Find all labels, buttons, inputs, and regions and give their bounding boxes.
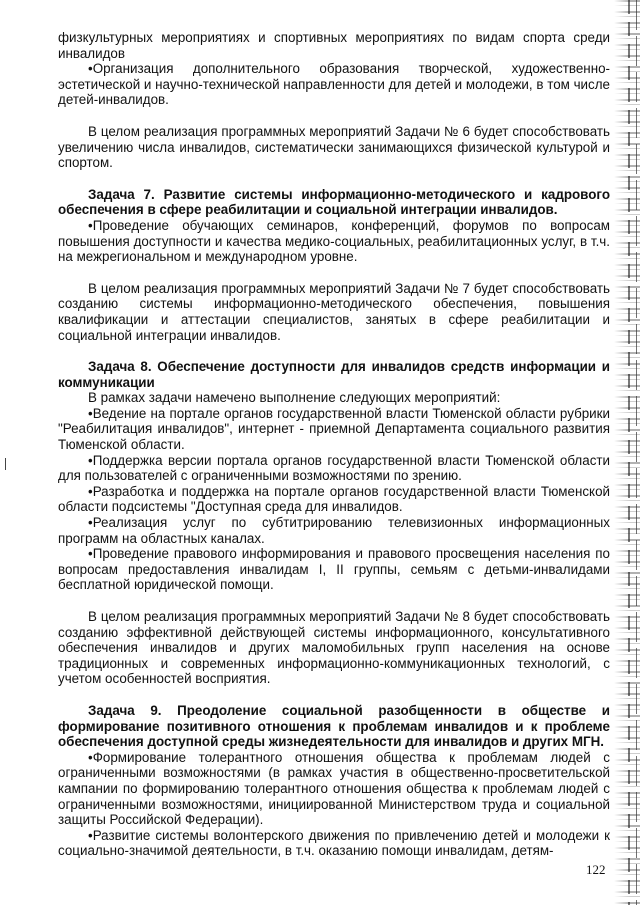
paragraph: •Организация дополнительного образования творческой, художественно-эстетической и научно-технической направленности для детей и молодежи, в том числе детей-инвалидов. bbox=[58, 61, 610, 108]
scan-line-artifact-2 bbox=[636, 0, 637, 905]
paragraph: •Разработка и поддержка на портале органов государственной власти Тюменской области подсистемы "Доступная среда для инвалидов. bbox=[58, 483, 610, 515]
paragraph-gap bbox=[58, 687, 610, 703]
document-page bbox=[58, 30, 610, 859]
scan-mark bbox=[5, 458, 6, 470]
paragraph-gap bbox=[58, 343, 610, 359]
paragraph: •Проведение правового информирования и правового просвещения населения по вопросам предоставления инвалидам I, II группы, семьям с детьми-инвалидами бесплатной юридической помощи. bbox=[58, 546, 610, 593]
task-heading: Задача 7. Развитие системы информационно-методического и кадрового обеспечения в сфере реабилитации и социальной интеграции инвалидов. bbox=[58, 186, 610, 218]
paragraph: В целом реализация программных мероприятий Задачи № 6 будет способствовать увеличению числа инвалидов, систематически занимающихся физической культурой и спортом. bbox=[58, 123, 610, 171]
paragraph: физкультурных мероприятиях и спортивных мероприятиях по видам спорта среди инвалидов bbox=[58, 30, 610, 61]
paragraph: В целом реализация программных мероприятий Задачи № 7 будет способствовать созданию системы информационно-методического обеспечения, повышения квалификации и аттестации специалистов, занятых в сфере реабилитации и социальной интеграции инвалидов. bbox=[58, 280, 610, 343]
paragraph: В целом реализация программных мероприятий Задачи № 8 будет способствовать созданию эффективной действующей системы информационного, консультативного обеспечения инвалидов и других маломобильных групп населения на основе традиционных и современных информационно-коммуникационных технологий, с учетом особенностей восприятия. bbox=[58, 609, 610, 687]
paragraph: •Реализация услуг по субтитрированию телевизионных информационных программ на областных каналах. bbox=[58, 515, 610, 546]
paragraph: •Развитие системы волонтерского движения по привлечению детей и молодежи к социально-значимой деятельности, в т.ч. оказанию помощи инвалидам, детям- bbox=[58, 827, 610, 859]
task-heading: Задача 8. Обеспечение доступности для инвалидов средств информации и коммуникации bbox=[58, 359, 610, 390]
paragraph: •Поддержка версии портала органов государственной власти Тюменской области для пользователей с ограниченными возможностями по зрению. bbox=[58, 452, 610, 484]
paragraph: •Ведение на портале органов государственной власти Тюменской области рубрики "Реабилитация инвалидов", интернет - приемной Департамента социального развития Тюменской области. bbox=[58, 405, 610, 453]
page-number: 122 bbox=[586, 862, 606, 877]
paragraph-gap bbox=[58, 108, 610, 124]
paragraph: •Проведение обучающих семинаров, конференций, форумов по вопросам повышения доступности и качества медико-социальных, реабилитационных услуг, в т.ч. на межрегиональном и международном уровне. bbox=[58, 217, 610, 265]
paragraph-gap bbox=[58, 265, 610, 281]
scan-line-artifact bbox=[628, 0, 630, 905]
paragraph-gap bbox=[58, 593, 610, 609]
paragraph: В рамках задачи намечено выполнение следующих мероприятий: bbox=[88, 390, 501, 406]
paragraph-gap bbox=[58, 171, 610, 187]
paragraph: •Формирование толерантного отношения общества к проблемам людей с ограниченными возможностями (в рамках участия в общественно-просветительской кампании по формированию толерантного отношения общества к проблемам людей с ограниченными возможностями, инициированной Министерством труда и социальной защиты Российской Федерации). bbox=[58, 749, 610, 828]
task-heading: Задача 9. Преодоление социальной разобщенности в обществе и формирование позитивного отношения к проблемам инвалидов и к проблеме обеспечения доступной среды жизнедеятельности для инвалидов и других МГН. bbox=[58, 702, 610, 750]
